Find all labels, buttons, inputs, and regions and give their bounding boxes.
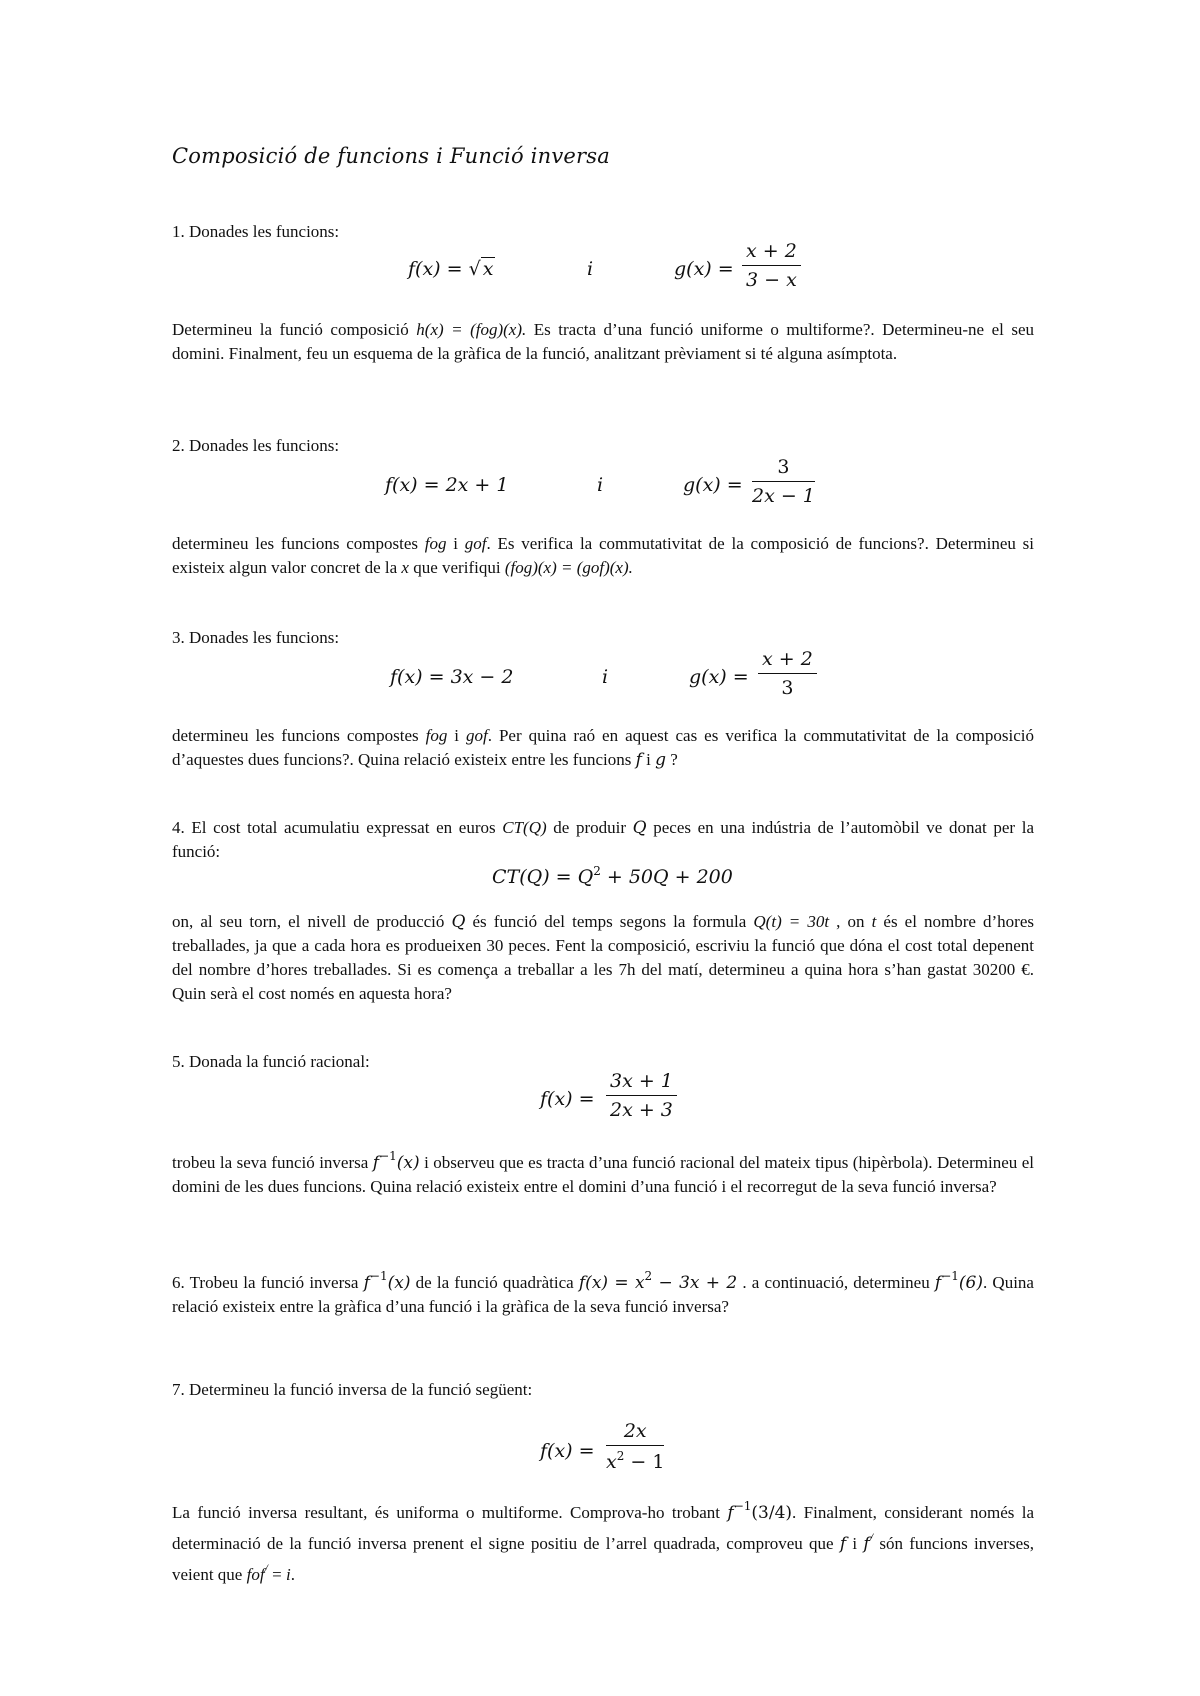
exercise-2-conjunction: i xyxy=(597,474,604,496)
exercise-3-conjunction: i xyxy=(602,666,609,688)
exercise-1-g-lhs: g(x) = xyxy=(674,258,734,280)
exercise-5-f-lhs: f(x) = xyxy=(540,1088,595,1110)
exercise-7-text: La funció inversa resultant, és uniforma o multiforme. Comprova-ho trobant $f^{-1}(3/4)$. Finalment, considerant només la determinació de la funció inversa prenent el signe positiu de l’arrel quadrada, comproveu que f i f/ són funcions inverses, veient que fof/ = i. xyxy=(172,1499,1035,1584)
fraction-numerator: x + 2 xyxy=(742,240,801,266)
exercise-3-heading: 3. Donades les funcions: xyxy=(172,628,340,647)
exercise-2-g-fraction xyxy=(752,456,815,507)
eq-lhs: f(x) = xyxy=(408,258,469,280)
fraction-numerator: x + 2 xyxy=(758,648,817,674)
sqrt-radicand: x xyxy=(482,258,494,280)
exercise-5-heading: 5. Donada la funció racional: xyxy=(172,1052,370,1071)
exercise-1-g-fraction xyxy=(742,240,801,291)
exercise-2-f-equation: f(x) = 2x + 1 xyxy=(385,474,509,496)
exercise-1-f-equation xyxy=(408,258,495,280)
exercise-7-f-fraction xyxy=(606,1420,664,1473)
exercise-4-intro: 4. El cost total acumulatiu expressat en euros CT(Q) de produir Q peces en una indústria de l’automòbil ve donat per la funció: xyxy=(172,818,1034,861)
exercise-2-text: determineu les funcions compostes fog i gof. Es verifica la commutativitat de la composició de funcions?. Determineu si existeix algun valor concret de la x que verifiqui (fog)(x) = (gof)(x). xyxy=(172,534,1034,577)
exercise-1-text: Determineu la funció composició h(x) = (fog)(x). Es tracta d’una funció uniforme o multiforme?. Determineu-ne el seu domini. Finalment, feu un esquema de la gràfica de la funció, analitzant prèviament si té alguna asímptota. xyxy=(172,320,1034,363)
fraction-denominator: 2x + 3 xyxy=(610,1099,673,1121)
fraction-numerator: 3x + 1 xyxy=(606,1070,677,1096)
fraction-numerator: 3 xyxy=(752,456,815,482)
exercise-2-g-lhs: g(x) = xyxy=(683,474,743,496)
sqrt-symbol: √ xyxy=(468,258,481,280)
exercise-7-f-lhs: f(x) = xyxy=(540,1440,595,1462)
exercise-3-f-equation: f(x) = 3x − 2 xyxy=(390,666,514,688)
fraction-numerator: 2x xyxy=(606,1420,664,1446)
exercise-4-cost-equation: $CT(Q) = Q^2 + 50Q + 200$ xyxy=(492,864,733,888)
exercise-5-text: trobeu la seva funció inversa $f^{-1}(x)$ i observeu que es tracta d’una funció racional del mateix tipus (hipèrbola). Determineu el domini de les dues funcions. Quina relació existeix entre el domini d’una funció i el recorregut de la seva funció inversa? xyxy=(172,1149,1034,1196)
fraction-denominator: 2x − 1 xyxy=(752,485,815,507)
exercise-3-text: determineu les funcions compostes fog i gof. Per quina raó en aquest cas es verifica la commutativitat de la composició d’aquestes dues funcions?. Quina relació existeix entre les funcions f i g ? xyxy=(172,726,1034,770)
exercise-2-heading: 2. Donades les funcions: xyxy=(172,436,340,455)
fraction-denominator: 3 − x xyxy=(746,269,797,291)
exercise-7-heading: 7. Determineu la funció inversa de la funció següent: xyxy=(172,1380,533,1399)
exercise-4-text: on, al seu torn, el nivell de producció Q és funció del temps segons la formula Q(t) = 30t , on t és el nombre d’hores treballades, ja que a cada hora es produeixen 30 peces. Fent la composició, escriviu la funció que dóna el cost total depenent del nombre d’hores treballades. Si es comença a treballar a les 7h del matí, determineu a quina hora s’han gastat 30200 €. Quin serà el cost només en aquesta hora? xyxy=(172,912,1034,1003)
composition-h: h(x) = (fog)(x). xyxy=(416,320,527,339)
exercise-3-g-lhs: g(x) = xyxy=(689,666,749,688)
fraction-denominator: $x^2 - 1$ xyxy=(606,1449,665,1473)
exercise-5-f-fraction xyxy=(606,1070,677,1121)
page-title: Composició de funcions i Funció inversa xyxy=(172,144,610,168)
fraction-denominator: 3 xyxy=(781,677,794,699)
exercise-6-text: 6. Trobeu la funció inversa $f^{-1}(x)$ de la funció quadràtica $f(x) = x^2 - 3x + 2$ . a continuació, determineu $f^{-1}(6)$. Quina relació existeix entre la gràfica d’una funció i la gràfica de la seva funció inversa? xyxy=(172,1269,1034,1316)
exercise-3-g-fraction xyxy=(758,648,817,699)
exercise-1-conjunction: i xyxy=(587,258,594,280)
exercise-1-heading: 1. Donades les funcions: xyxy=(172,222,340,241)
